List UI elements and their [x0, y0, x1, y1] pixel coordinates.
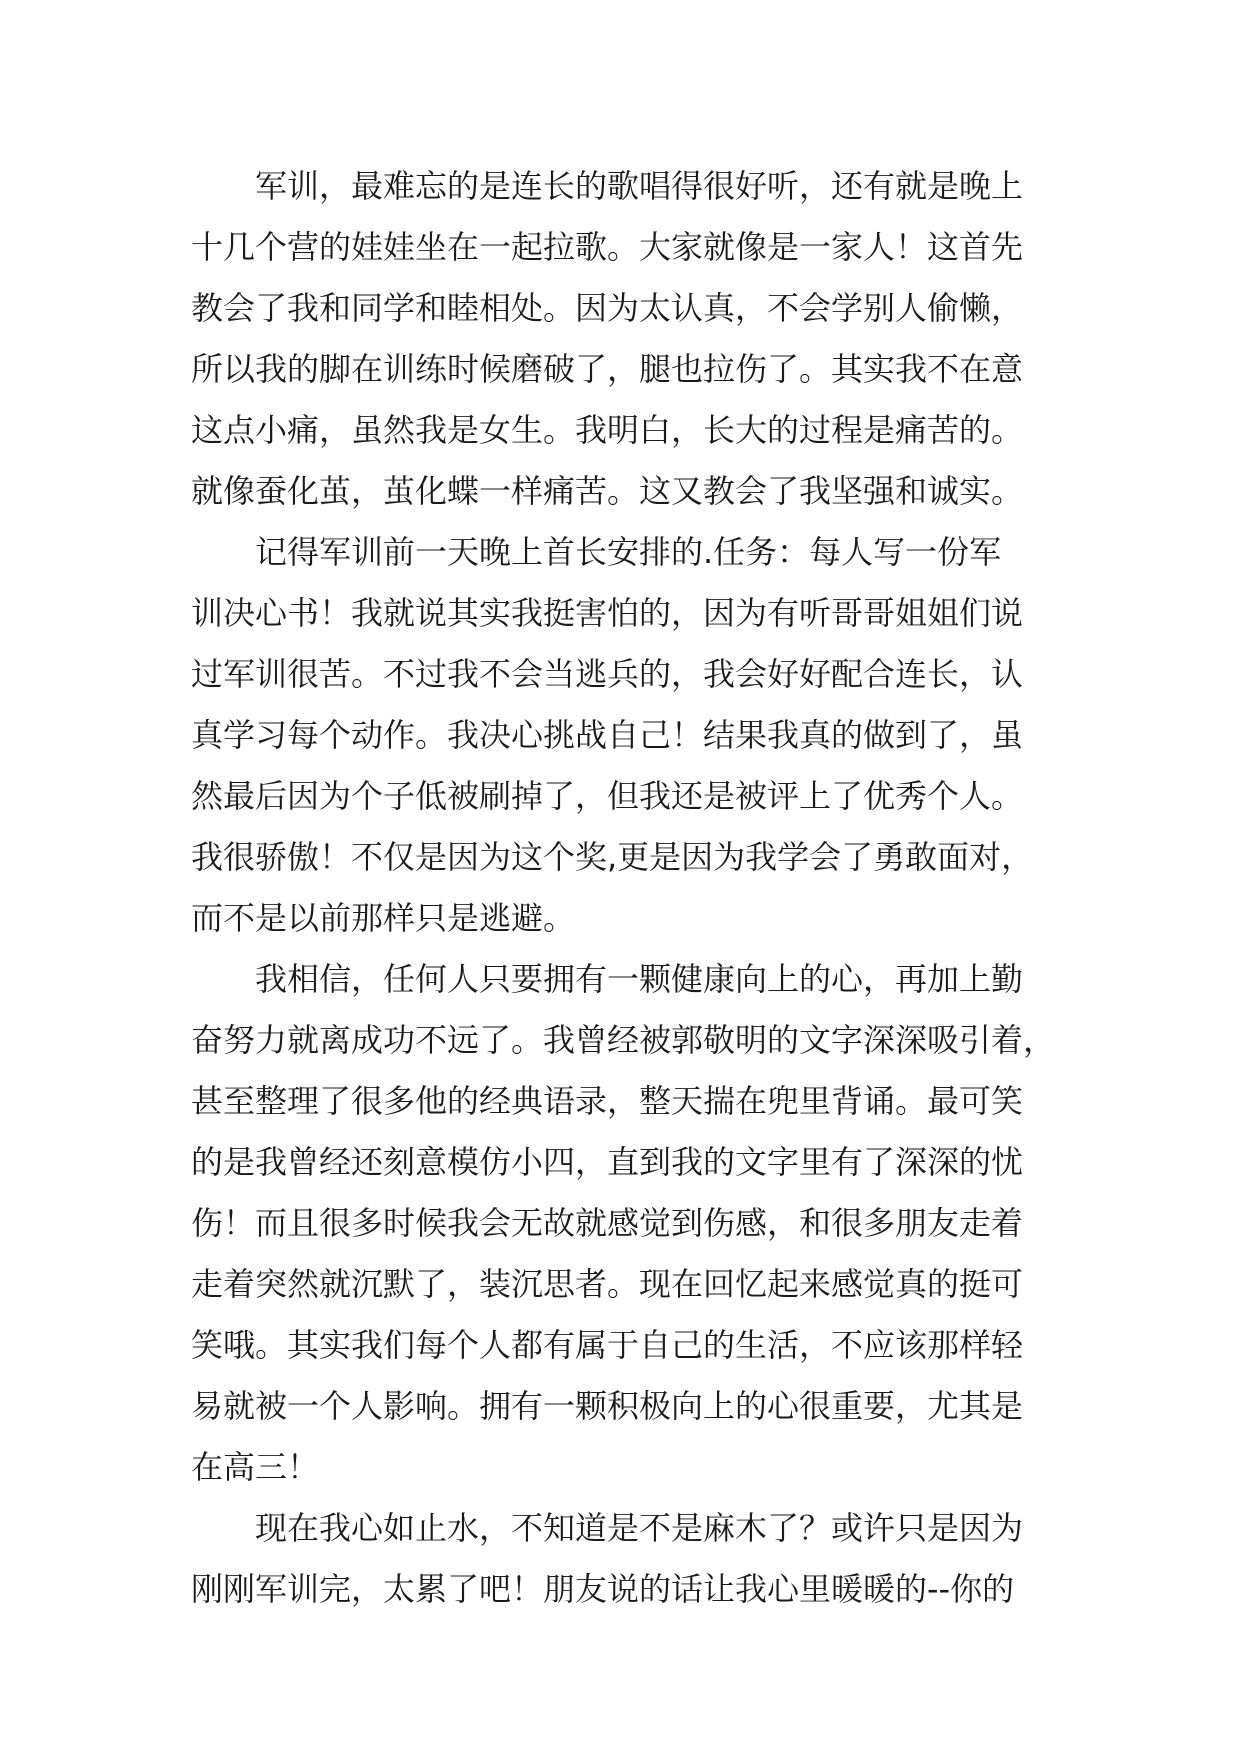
- text-line: 教会了我和同学和睦相处。因为太认真，不会学别人偷懒，: [191, 289, 1024, 327]
- text-line: 训决心书！我就说其实我挺害怕的，因为有听哥哥姐姐们说: [191, 594, 1024, 632]
- text-line: 十几个营的娃娃坐在一起拉歌。大家就像是一家人！这首先: [191, 228, 1024, 266]
- text-line: 而不是以前那样只是逃避。: [191, 899, 576, 937]
- text-line: 我相信，任何人只要拥有一颗健康向上的心，再加上勤: [255, 960, 1024, 998]
- text-line: 在高三！: [191, 1448, 320, 1486]
- text-line: 笑哦。其实我们每个人都有属于自己的生活，不应该那样轻: [191, 1326, 1024, 1364]
- text-line: 然最后因为个子低被刷掉了，但我还是被评上了优秀个人。: [191, 777, 1024, 815]
- paragraph-1: [191, 156, 1051, 522]
- text-line: 易就被一个人影响。拥有一颗积极向上的心很重要，尤其是: [191, 1387, 1024, 1425]
- text-line: 我很骄傲！不仅是因为这个奖,更是因为我学会了勇敢面对，: [191, 838, 1034, 876]
- text-line: 奋努力就离成功不远了。我曾经被郭敬明的文字深深吸引着，: [191, 1021, 1056, 1059]
- paragraph-3: [191, 949, 1056, 1498]
- document-body: [191, 156, 1056, 1620]
- paragraph-4: [191, 1498, 1051, 1620]
- text-line: 记得军训前一天晚上首长安排的.任务：每人写一份军: [255, 533, 1002, 571]
- text-line: 所以我的脚在训练时候磨破了，腿也拉伤了。其实我不在意: [191, 350, 1024, 388]
- text-line: 这点小痛，虽然我是女生。我明白，长大的过程是痛苦的。: [191, 411, 1024, 449]
- text-line: 军训，最难忘的是连长的歌唱得很好听，还有就是晚上: [255, 167, 1024, 205]
- paragraph-2: [191, 522, 1051, 949]
- text-line: 甚至整理了很多他的经典语录，整天揣在兜里背诵。最可笑: [191, 1082, 1024, 1120]
- text-line: 过军训很苦。不过我不会当逃兵的，我会好好配合连长，认: [191, 655, 1024, 693]
- text-line: 现在我心如止水，不知道是不是麻木了？或许只是因为: [255, 1509, 1024, 1547]
- text-line: 的是我曾经还刻意模仿小四，直到我的文字里有了深深的忧: [191, 1143, 1024, 1181]
- text-line: 伤！而且很多时候我会无故就感觉到伤感，和很多朋友走着: [191, 1204, 1024, 1242]
- text-line: 就像蚕化茧，茧化蝶一样痛苦。这又教会了我坚强和诚实。: [191, 472, 1024, 510]
- text-line: 刚刚军训完，太累了吧！朋友说的话让我心里暖暖的--你的: [191, 1570, 1015, 1608]
- text-line: 走着突然就沉默了，装沉思者。现在回忆起来感觉真的挺可: [191, 1265, 1024, 1303]
- text-line: 真学习每个动作。我决心挑战自己！结果我真的做到了，虽: [191, 716, 1024, 754]
